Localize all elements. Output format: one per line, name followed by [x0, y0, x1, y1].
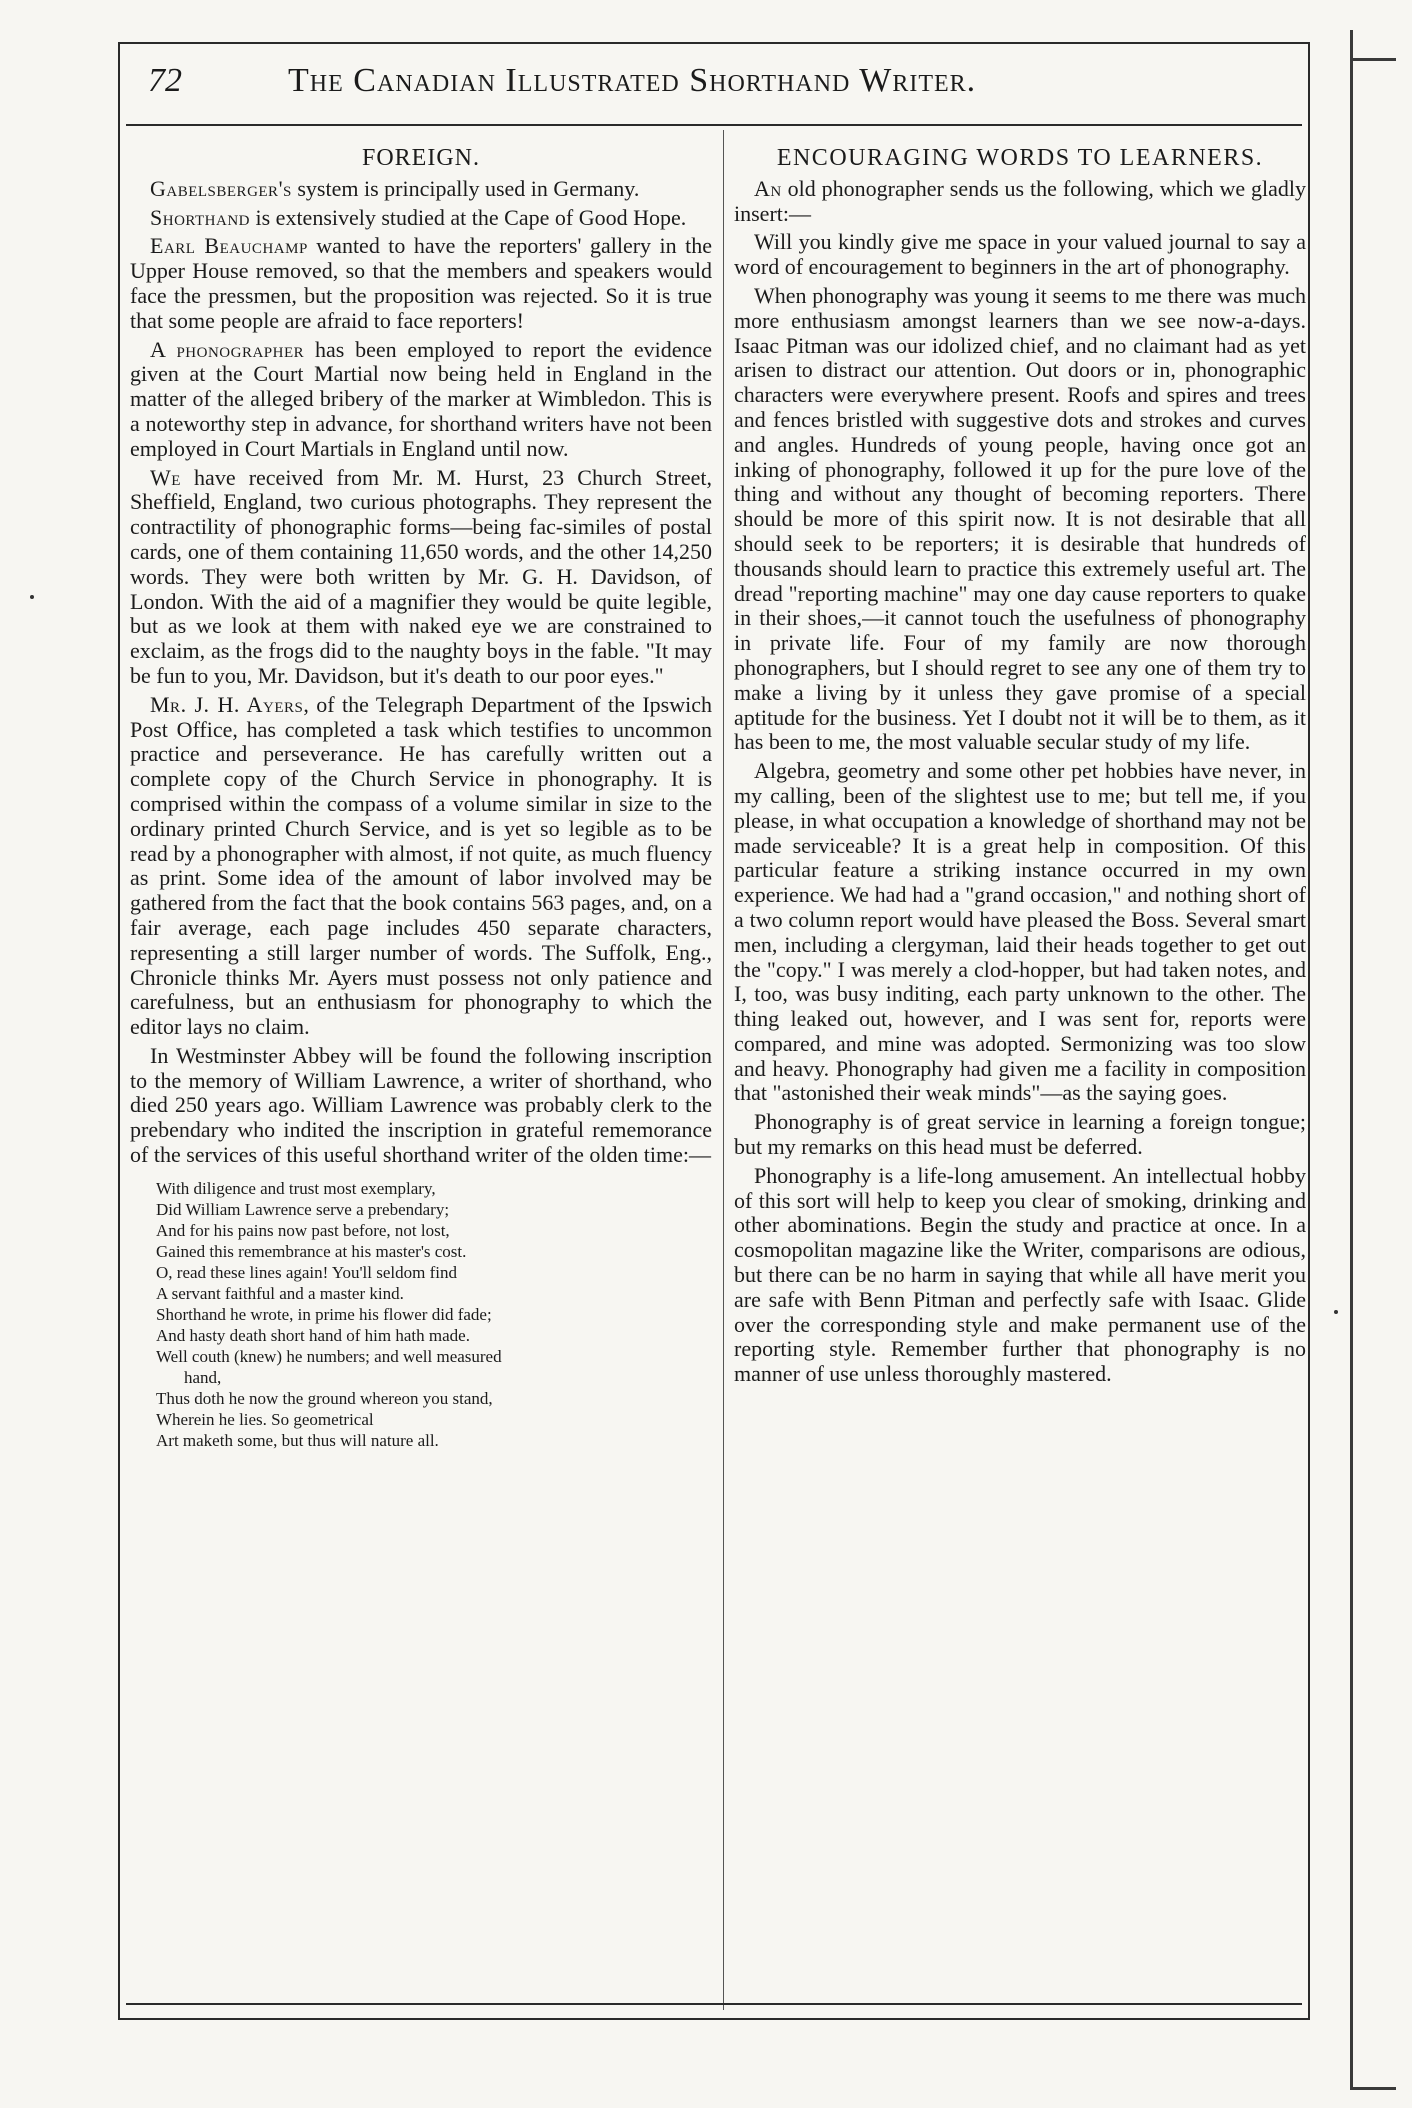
print-speck	[1334, 1310, 1338, 1314]
column-divider	[723, 130, 724, 2010]
paragraph-text: In Westminster Abbey will be found the following inscription to the memory of William Lawrence, a writer of shorthand, who died 250 years ago. William Lawrence was probably clerk to the prebendary who indited the inscription in grateful rememorance of the services of this useful shorthand writer of the olden time:—	[130, 1042, 712, 1168]
poem-line: Shorthand he wrote, in prime his flower did fade;	[156, 1304, 492, 1324]
poem-line: A servant faithful and a master kind.	[156, 1283, 404, 1303]
header-rule	[126, 124, 1302, 126]
paragraph	[734, 230, 1306, 280]
poem-line: hand,	[184, 1367, 222, 1387]
paragraph-text: have received from Mr. M. Hurst, 23 Church Street, Sheffield, England, two curious photographs. They represent the contractility of phonographic forms—being fac-similes of postal cards, one of them containing 11,650 words, and the other 14,250 words. They were both written by Mr. G. H. Davidson, of London. With the aid of a magnifier they would be quite legible, but as we look at them with naked eye we are constrained to exclaim, as the frogs did to the naughty boys in the fable. "It may be fun to you, Mr. Davidson, but it's death to our poor eyes."	[130, 464, 712, 688]
paragraph	[130, 693, 712, 1040]
poem-line: O, read these lines again! You'll seldom find	[156, 1262, 457, 1282]
paragraph-lead: We	[150, 464, 181, 490]
paragraph	[130, 1044, 712, 1168]
binding-corner-top	[1350, 58, 1396, 61]
poem-line: Gained this remembrance at his master's cost.	[156, 1241, 467, 1261]
poem-line: Well couth (knew) he numbers; and well measured	[156, 1346, 502, 1366]
right-paragraphs	[734, 177, 1306, 1387]
section-heading-foreign: FOREIGN.	[361, 145, 480, 171]
poem-line: Art maketh some, but thus will nature all.	[156, 1430, 439, 1450]
paragraph-lead: Gabelsberger's	[150, 175, 292, 201]
paragraph-lead: Earl Beauchamp	[150, 233, 308, 259]
paragraph-lead: A phonographer	[150, 336, 305, 362]
paragraph	[130, 234, 712, 333]
paragraph-text: When phonography was young it seems to me there was much more enthusiasm amongst learners than we see now-a-days. Isaac Pitman was our idolized chief, and no claimant had as yet arisen to distract our attention. Out doors or in, phonographic characters were everywhere present. Roofs and spires and trees and fences bristled with suggestive dots and strokes and curves and angles. Hundreds of young people, having once got an inking of phonography, followed it up for the pure love of the thing and without any thought of becoming reporters. There should be more of this spirit now. It is not desirable that all should seek to be reporters; it is desirable that hundreds of thousands should learn to practice this extremely useful art. The dread "reporting machine" may one day cause reporters to quake in their shoes,—it cannot touch the usefulness of phonography in private life. Four of my family are now thorough phonographers, but I should regret to see any one of them try to make a living by it unless they gave promise of a special aptitude for the business. Yet I doubt not it will be to them, as it has been to me, the most valuable secular study of my life.	[734, 282, 1306, 755]
poem-line: Wherein he lies. So geometrical	[156, 1409, 374, 1429]
paragraph-text: Will you kindly give me space in your valued journal to say a word of encouragement to beginners in the art of phonography.	[734, 229, 1306, 280]
paragraph	[130, 338, 712, 462]
paragraph-text: , of the Telegraph Department of the Ipswich Post Office, has completed a task which testifies to uncommon practice and perseverance. He has carefully written out a complete copy of the Church Service in phonography. It is comprised within the compass of a volume similar in size to the ordinary printed Church Service, and is yet so legible as to be read by a phonographer with almost, if not quite, as much fluency as print. Some idea of the amount of labor involved may be gathered from the fact that the book contains 563 pages, and, on a fair average, each page includes 450 separate characters, representing a still larger number of words. The Suffolk, Eng., Chronicle thinks Mr. Ayers must possess not only patience and carefulness, but an enthusiasm for phonography to which the editor lays no claim.	[130, 691, 712, 1040]
binding-edge	[1350, 30, 1361, 2090]
paragraph-text: Phonography is a life-long amusement. An intellectual hobby of this sort will help to keep you clear of smoking, drinking and other abominations. Begin the study and practice at once. In a cosmopolitan magazine like the Writer, comparisons are odious, but there can be no harm in saying that while all have merit you are safe with Benn Pitman and perfectly safe with Isaac. Glide over the corresponding style and make permanent use of the reporting style. Remember further that phonography is no manner of use unless thoroughly mastered.	[734, 1162, 1306, 1387]
paragraph-text: Phonography is of great service in learning a foreign tongue; but my remarks on this head must be deferred.	[734, 1109, 1306, 1160]
paragraph	[130, 177, 712, 202]
inscription-poem	[156, 1178, 712, 1451]
paragraph	[734, 1110, 1306, 1160]
paragraph-text: wanted to have the reporters' gallery in the Upper House removed, so that the members and speakers would face the pressmen, but the proposition was rejected. So it is true that some people are afraid to face reporters!	[130, 233, 713, 333]
paragraph-text: old phonographer sends us the following, which we gladly insert:—	[734, 175, 1306, 226]
paragraph	[734, 1164, 1306, 1387]
paragraph-text: has been employed to report the evidence given at the Court Martial now being held in England in the matter of the alleged bribery of the marker at Wimbledon. This is a noteworthy step in advance, for shorthand writers have not been employed in Court Martials in England until now.	[130, 336, 712, 461]
poem-line: With diligence and trust most exemplary,	[156, 1178, 436, 1198]
poem-line: Thus doth he now the ground whereon you stand,	[156, 1388, 493, 1408]
poem-line: And for his pains now past before, not lost,	[156, 1220, 450, 1240]
right-column	[734, 146, 1306, 1391]
binding-corner-bottom	[1350, 2087, 1396, 2090]
section-heading-encouraging: ENCOURAGING WORDS TO LEARNERS.	[776, 145, 1264, 171]
paragraph	[734, 759, 1306, 1106]
poem-line: And hasty death short hand of him hath made.	[156, 1325, 470, 1345]
paragraph	[734, 284, 1306, 755]
running-head	[148, 62, 1298, 120]
paragraph-text: system is principally used in Germany.	[291, 175, 640, 201]
paragraph-lead: An	[754, 175, 782, 201]
paragraph-text: Algebra, geometry and some other pet hobbies have never, in my calling, been of the slightest use to me; but tell me, if you please, in what occupation a knowledge of shorthand may not be made serviceable? It is a great help in composition. Of this particular feature a striking instance occurred in my own experience. We had had a "grand occasion," and nothing short of a two column report would have pleased the Boss. Several smart men, including a clergyman, laid their heads together to get out the "copy." I was merely a clod-hopper, but had taken notes, and I, too, was busy inditing, each party unknown to the other. The thing leaked out, however, and I was sent for, reports were compared, and mine was adopted. Sermonizing was too slow and heavy. Phonography had given me a facility in composition that "astonished their weak minds"—as the saying goes.	[734, 758, 1306, 1106]
print-speck	[30, 595, 34, 599]
left-column	[130, 146, 712, 1451]
left-paragraphs	[130, 177, 712, 1168]
paragraph-text: is extensively studied at the Cape of Good Hope.	[250, 204, 687, 230]
paragraph-lead: Shorthand	[150, 204, 250, 230]
paragraph	[130, 466, 712, 689]
poem-line: Did William Lawrence serve a prebendary;	[156, 1199, 450, 1219]
footer-rule	[126, 2003, 1302, 2005]
paragraph-lead: Mr. J. H. Ayers	[150, 691, 304, 717]
paragraph	[734, 177, 1306, 227]
paragraph	[130, 206, 712, 231]
page-number: 72	[148, 62, 182, 99]
journal-title: The Canadian Illustrated Shorthand Writer.	[288, 62, 977, 99]
